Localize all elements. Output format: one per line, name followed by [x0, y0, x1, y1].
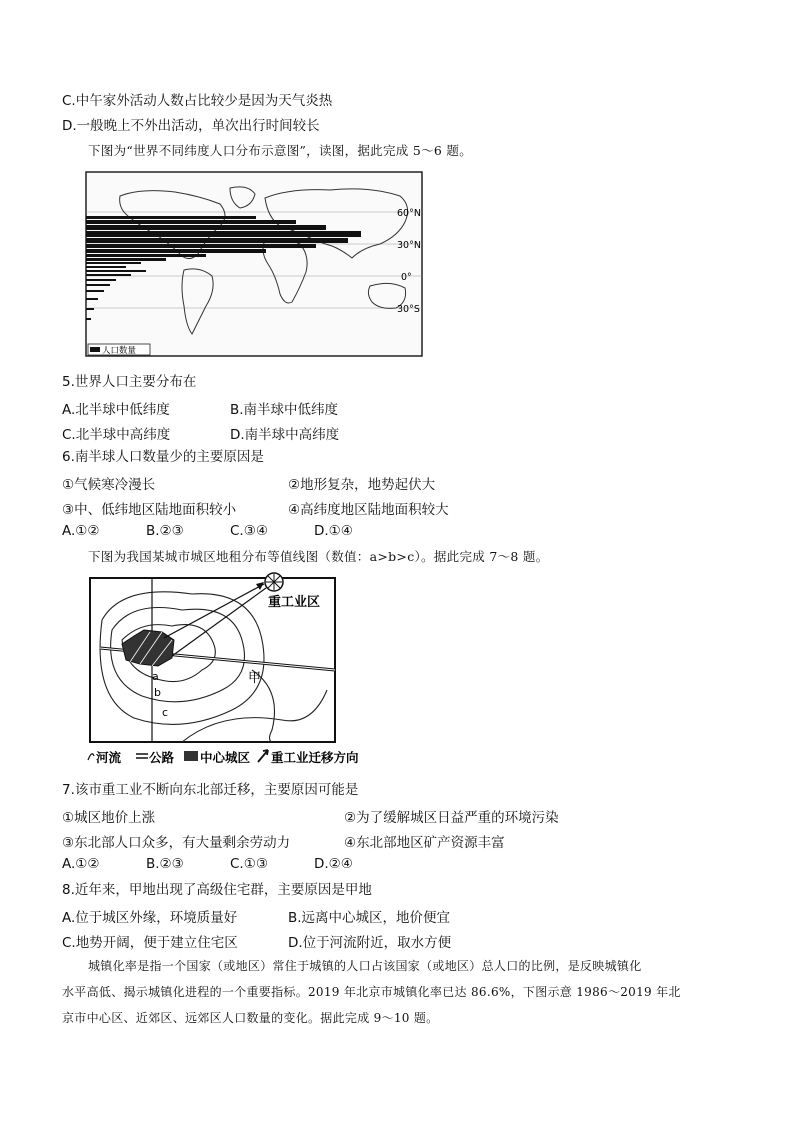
world-population-figure: [80, 166, 425, 360]
q8-stem: 8.近年来，甲地出现了高级住宅群，主要原因是甲地: [62, 882, 372, 898]
q7-item-1: ①城区地价上涨: [62, 810, 156, 826]
q8-option-c: C.地势开阔，便于建立住宅区: [62, 935, 238, 951]
isoline-label-c: c: [162, 706, 169, 719]
q6-option-d: D.①④: [314, 523, 353, 539]
q6-option-b: B.②③: [146, 523, 184, 539]
q5-stem: 5.世界人口主要分布在: [62, 374, 197, 390]
q8-option-b: B.远离中心城区，地价便宜: [288, 910, 451, 926]
migration-arrow-legend-icon: [258, 750, 268, 762]
legend-river: 河流: [96, 750, 122, 765]
q5-option-b: B.南半球中低纬度: [230, 402, 339, 418]
intro-9-10-line3: 京市中心区、近郊区、远郊区人口数量的变化。据此完成 9～10 题。: [62, 1011, 439, 1025]
q6-item-1: ①气候寒冷漫长: [62, 477, 156, 493]
river-legend-icon: [88, 754, 94, 760]
road-legend-icon: [136, 754, 148, 758]
intro-7-8: 下图为我国某城市城区地租分布等值线图（数值：a>b>c）。据此完成 7～8 题。: [88, 549, 549, 564]
legend-migration-direction: 重工业迁移方向: [271, 750, 359, 765]
jia-label: 甲: [248, 671, 262, 686]
prev-option-d: D.一般晚上不外出活动，单次出行时间较长: [62, 118, 320, 134]
q7-option-c: C.①③: [230, 856, 268, 872]
legend-swatch: [90, 347, 100, 352]
q7-option-a: A.①②: [62, 856, 100, 872]
isoline-label-b: b: [154, 686, 161, 699]
land-rent-figure: [82, 570, 392, 770]
intro-9-10-line2: 水平高低、揭示城镇化进程的一个重要指标。2019 年北京市城镇化率已达 86.6%，下图示意 1986～2019 年北: [62, 985, 681, 999]
q5-option-d: D.南半球中高纬度: [230, 427, 340, 443]
legend-central-district: 中心城区: [200, 750, 251, 765]
lat-label-30s: 30°S: [397, 304, 420, 315]
q6-item-4: ④高纬度地区陆地面积较大: [288, 502, 449, 518]
legend-road: 公路: [149, 750, 175, 765]
lat-label-60n: 60°N: [397, 208, 421, 219]
q7-item-4: ④东北部地区矿产资源丰富: [344, 835, 505, 851]
prev-option-c: C.中午家外活动人数占比较少是因为天气炎热: [62, 93, 333, 109]
legend-population-label: 人口数量: [102, 346, 137, 356]
lat-label-30n: 30°N: [397, 240, 421, 251]
q7-item-3: ③东北部人口众多，有大量剩余劳动力: [62, 835, 291, 851]
q5-option-a: A.北半球中低纬度: [62, 402, 170, 418]
heavy-industry-label: 重工业区: [268, 595, 321, 610]
lat-label-equator: 0°: [401, 272, 412, 283]
isoline-label-a: a: [152, 670, 159, 683]
q7-option-b: B.②③: [146, 856, 184, 872]
q8-option-d: D.位于河流附近，取水方便: [288, 935, 452, 951]
q6-option-c: C.③④: [230, 523, 268, 539]
q6-option-a: A.①②: [62, 523, 100, 539]
q5-option-c: C.北半球中高纬度: [62, 427, 171, 443]
q8-option-a: A.位于城区外缘，环境质量好: [62, 910, 238, 926]
central-district-legend-icon: [184, 751, 198, 761]
q6-item-2: ②地形复杂，地势起伏大: [288, 477, 436, 493]
q6-stem: 6.南半球人口数量少的主要原因是: [62, 449, 264, 465]
q7-stem: 7.该市重工业不断向东北部迁移，主要原因可能是: [62, 782, 359, 798]
intro-9-10-line1: 城镇化率是指一个国家（或地区）常住于城镇的人口占该国家（或地区）总人口的比例，是反映城镇化: [88, 959, 642, 973]
intro-5-6: 下图为“世界不同纬度人口分布示意图”，读图，据此完成 5～6 题。: [88, 143, 473, 158]
q6-item-3: ③中、低纬地区陆地面积较小: [62, 502, 237, 518]
q7-option-d: D.②④: [314, 856, 353, 872]
q7-item-2: ②为了缓解城区日益严重的环境污染: [344, 810, 559, 826]
